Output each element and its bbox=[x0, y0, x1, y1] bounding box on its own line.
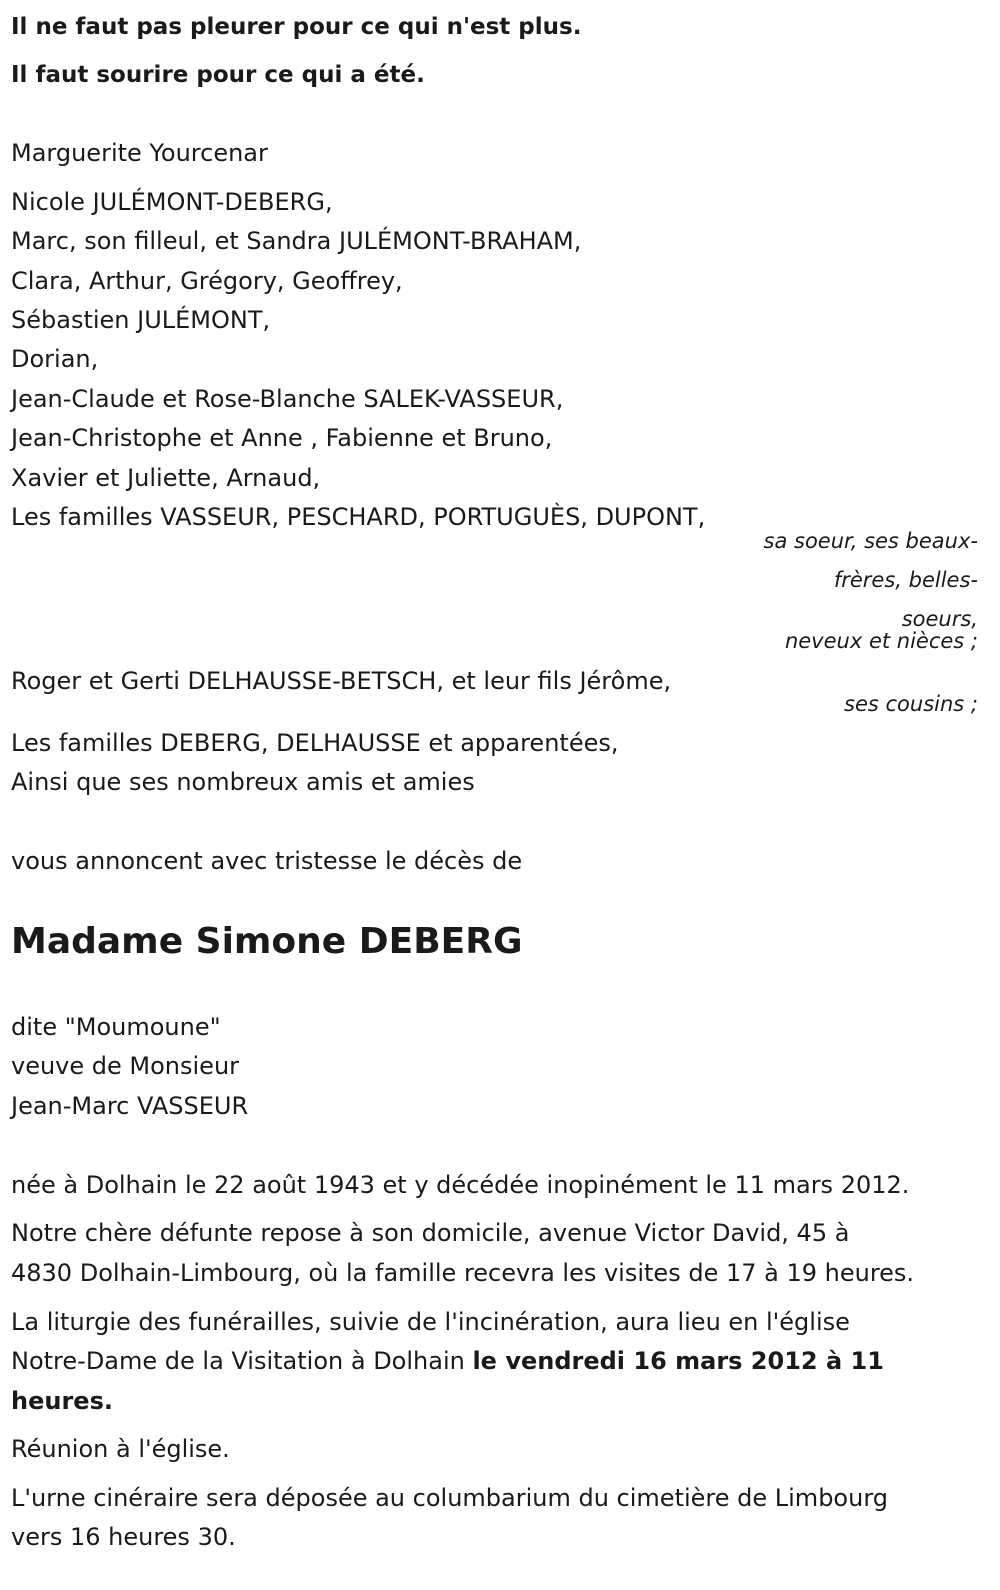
relation-line: sa soeur, ses beaux- bbox=[763, 529, 978, 553]
deceased-name: Madame Simone DEBERG bbox=[11, 921, 523, 962]
family-line: Jean-Christophe et Anne , Fabienne et Bruno, bbox=[11, 424, 553, 452]
family-line: Marc, son filleul, et Sandra JULÉMONT-BRAHAM, bbox=[11, 227, 582, 255]
family-line: Jean-Claude et Rose-Blanche SALEK-VASSEUR, bbox=[11, 385, 564, 413]
liturgy-date-end: heures. bbox=[11, 1387, 113, 1415]
others-line: Les familles DEBERG, DELHAUSSE et apparentées, bbox=[11, 729, 619, 757]
deceased-nickname: dite "Moumoune" bbox=[11, 1013, 221, 1041]
reunion-line: Réunion à l'église. bbox=[11, 1435, 230, 1463]
liturgy-location: Notre-Dame de la Visitation à Dolhain bbox=[11, 1347, 473, 1375]
family-line: Sébastien JULÉMONT, bbox=[11, 306, 271, 334]
widow-line-1: veuve de Monsieur bbox=[11, 1052, 240, 1080]
family-line: Nicole JULÉMONT-DEBERG, bbox=[11, 188, 333, 216]
relation-line: soeurs, bbox=[901, 607, 978, 631]
relation-label-cousins: ses cousins ; bbox=[844, 692, 978, 716]
cousins-line: Roger et Gerti DELHAUSSE-BETSCH, et leur fils Jérôme, bbox=[11, 667, 672, 695]
relation-line: frères, belles- bbox=[833, 568, 978, 592]
urn-line-2: vers 16 heures 30. bbox=[11, 1523, 236, 1551]
liturgy-line-2 bbox=[11, 1346, 884, 1376]
quote-author: Marguerite Yourcenar bbox=[11, 139, 268, 167]
family-line: Dorian, bbox=[11, 345, 99, 373]
birth-death-line: née à Dolhain le 22 août 1943 et y décédée inopinément le 11 mars 2012. bbox=[11, 1171, 910, 1199]
repose-line-2: 4830 Dolhain-Limbourg, où la famille recevra les visites de 17 à 19 heures. bbox=[11, 1259, 915, 1287]
repose-line-1: Notre chère défunte repose à son domicile, avenue Victor David, 45 à bbox=[11, 1219, 850, 1247]
announcement-text: vous annoncent avec tristesse le décès de bbox=[11, 847, 523, 875]
quote-line-2: Il faut sourire pour ce qui a été. bbox=[11, 62, 425, 88]
family-line: Les familles VASSEUR, PESCHARD, PORTUGUÈS, DUPONT, bbox=[11, 503, 706, 531]
family-line: Xavier et Juliette, Arnaud, bbox=[11, 464, 321, 492]
liturgy-line-3 bbox=[11, 1386, 113, 1416]
urn-line-1: L'urne cinéraire sera déposée au columbarium du cimetière de Limbourg bbox=[11, 1484, 888, 1512]
others-line: Ainsi que ses nombreux amis et amies bbox=[11, 768, 475, 796]
liturgy-date: le vendredi 16 mars 2012 à 11 bbox=[472, 1347, 884, 1375]
relation-line: neveux et nièces ; bbox=[784, 629, 978, 653]
family-line: Clara, Arthur, Grégory, Geoffrey, bbox=[11, 267, 403, 295]
liturgy-line-1: La liturgie des funérailles, suivie de l'incinération, aura lieu en l'église bbox=[11, 1308, 850, 1336]
widow-line-2: Jean-Marc VASSEUR bbox=[11, 1092, 249, 1120]
quote-line-1: Il ne faut pas pleurer pour ce qui n'est plus. bbox=[11, 14, 582, 40]
